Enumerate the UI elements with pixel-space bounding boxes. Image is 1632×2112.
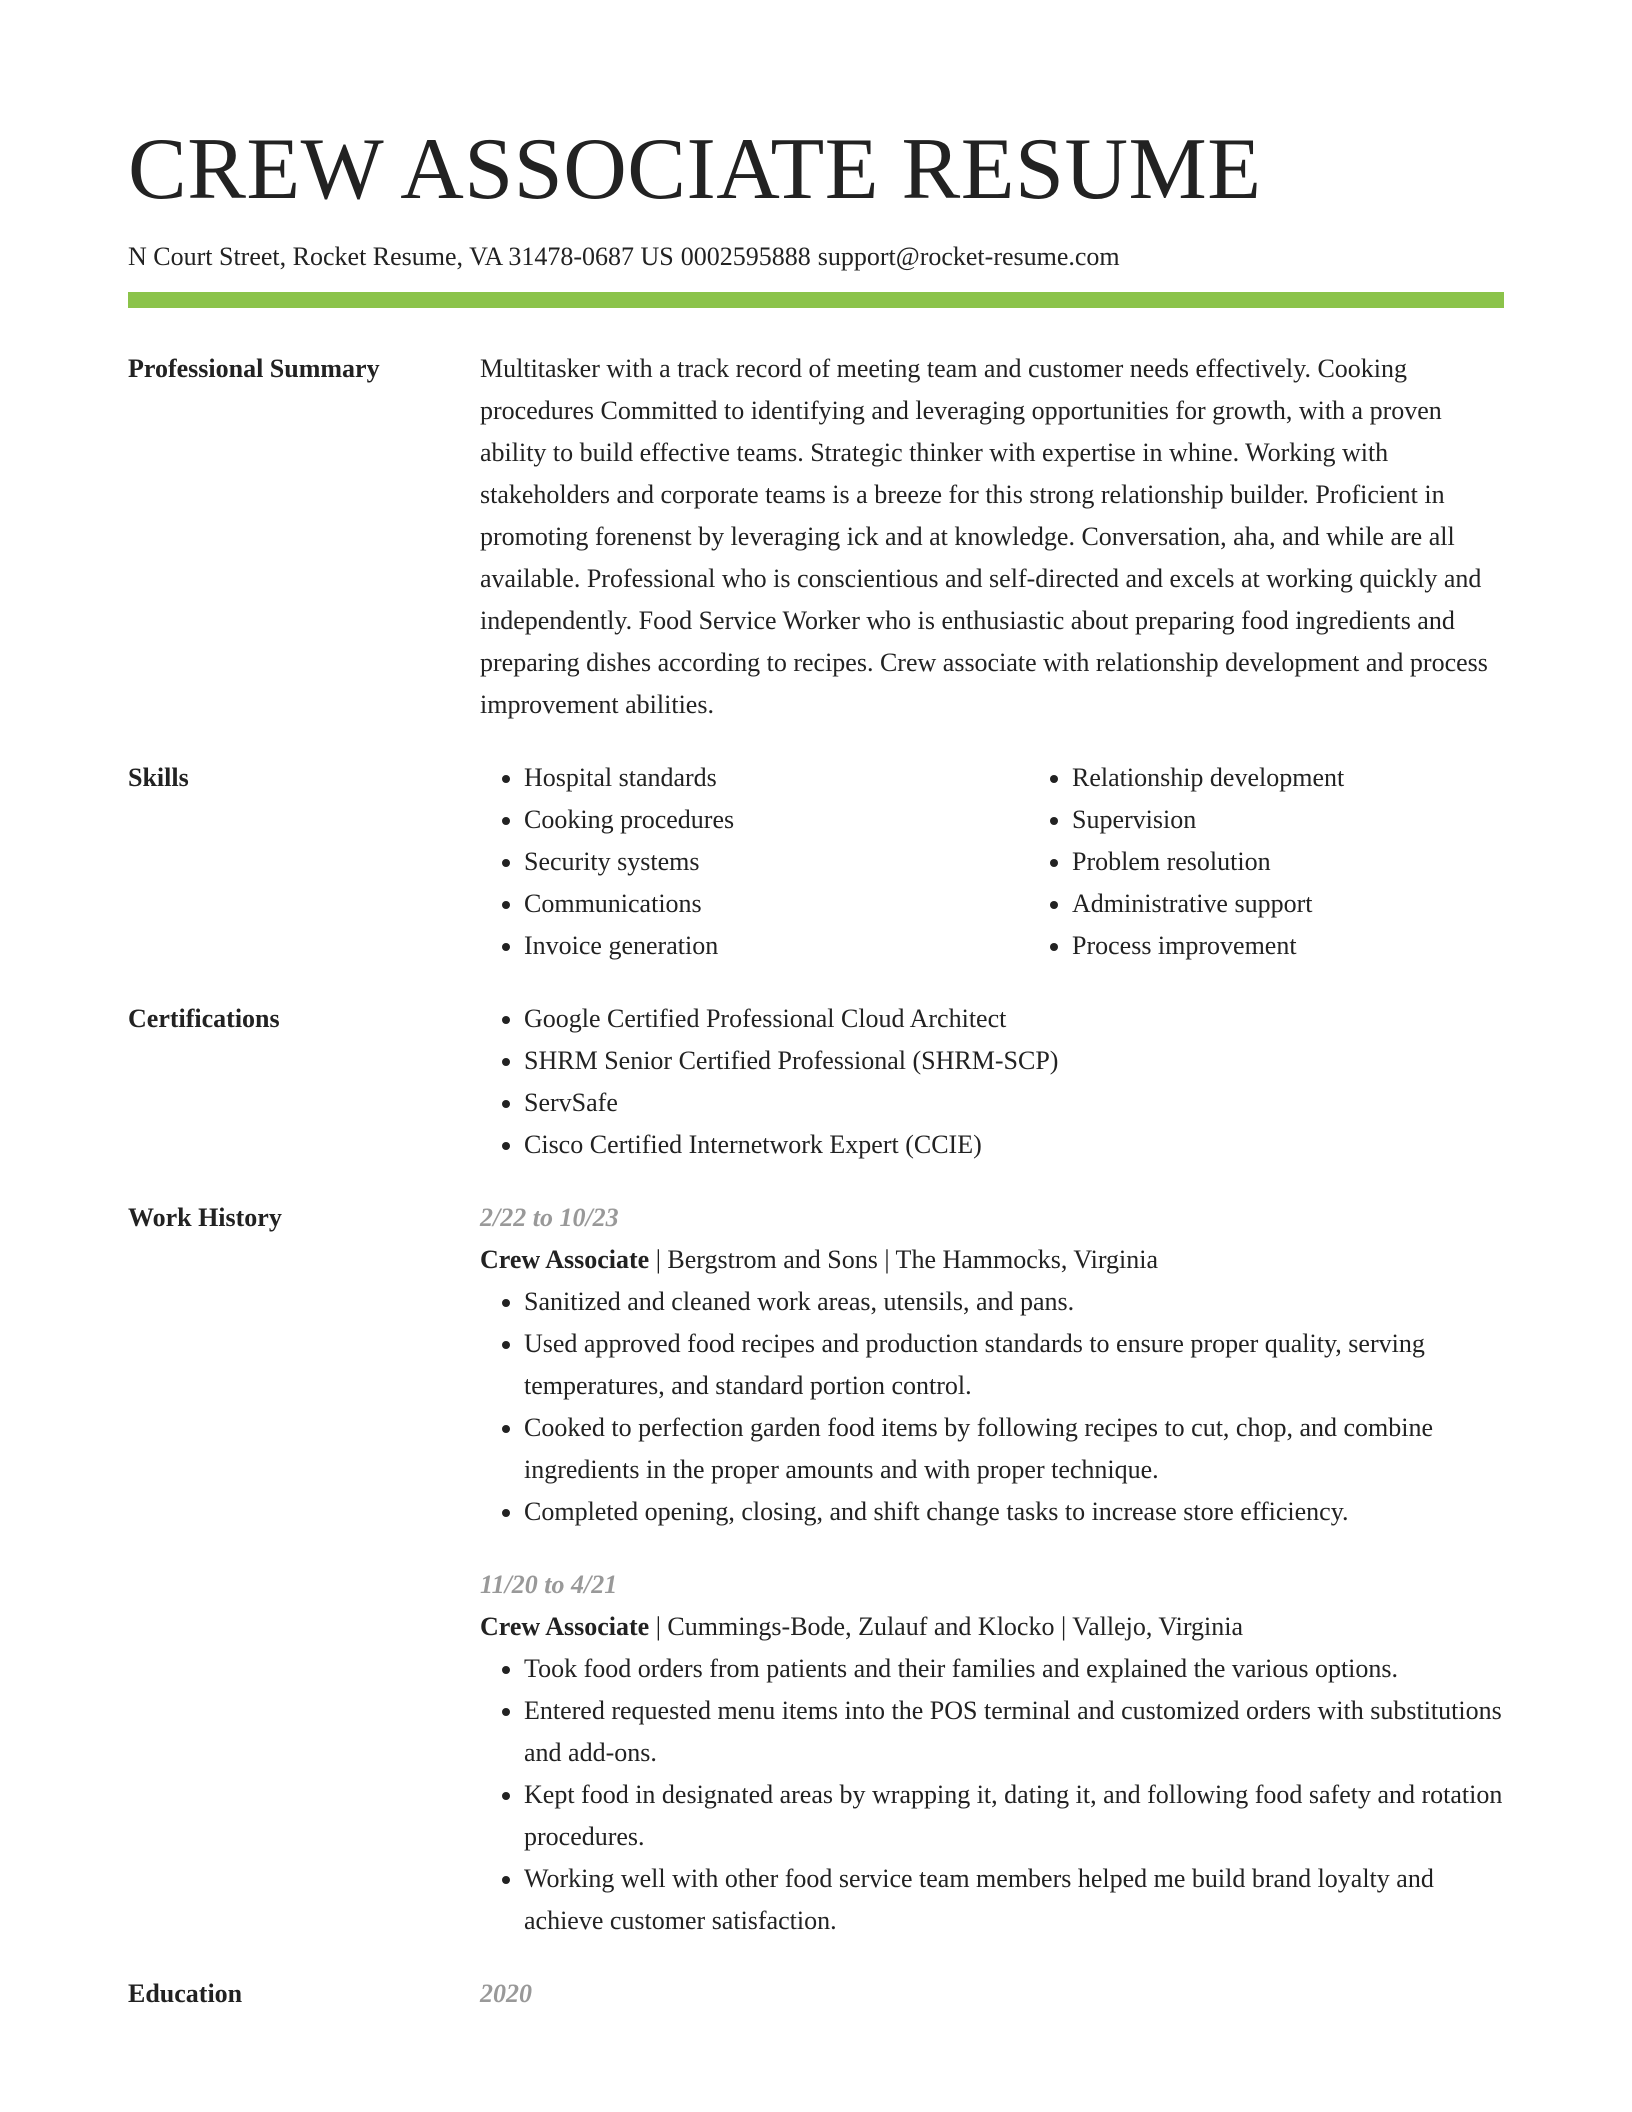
skill-item: • Hospital standards — [524, 757, 1028, 799]
summary-text: Multitasker with a track record of meeting team and customer needs effectively. Cooking procedures Committed to identifying and leveraging opportunities for growth, with a proven ability to build effective teams. Strategic thinker with expertise in whine. Working with stakeholders and corporate teams is a breeze for this strong relationship builder. Proficient in promoting forenenst by leveraging ick and at knowledge. Conversation, aha, and while are all available. Professional who is conscientious and self-directed and excels at working quickly and independently. Food Service Worker who is enthusiastic about preparing food ingredients and preparing dishes according to recipes. Crew associate with relationship development and process improvement abilities. — [480, 354, 1488, 719]
education-body — [480, 1973, 1504, 2015]
skill-item: • Communications — [524, 883, 1028, 925]
job-duty-item: • Used approved food recipes and production standards to ensure proper quality, serving temperatures, and standard portion control. — [524, 1323, 1504, 1407]
section-label-summary: Professional Summary — [128, 354, 380, 383]
contact-address: N Court Street, Rocket Resume, VA 31478-0687 US — [128, 242, 674, 271]
job-duties-list — [480, 1648, 1504, 1942]
job-details: | Cummings-Bode, Zulauf and Klocko | Vallejo, Virginia — [649, 1612, 1243, 1641]
skill-item: • Security systems — [524, 841, 1028, 883]
certification-item: • Google Certified Professional Cloud Architect — [524, 998, 1504, 1040]
certification-item: • ServSafe — [524, 1082, 1504, 1124]
work-history-body — [480, 1197, 1504, 1942]
skills-list-right — [1028, 757, 1576, 967]
resume-title: CREW ASSOCIATE RESUME — [128, 121, 1262, 218]
job-heading — [480, 1606, 1504, 1648]
skill-item: • Process improvement — [1072, 925, 1576, 967]
certification-item: • Cisco Certified Internetwork Expert (CCIE) — [524, 1124, 1504, 1166]
job-heading — [480, 1239, 1504, 1281]
job-title: Crew Associate — [480, 1245, 650, 1274]
job-duty-item: • Kept food in designated areas by wrapping it, dating it, and following food safety and rotation procedures. — [524, 1774, 1504, 1858]
section-label-education: Education — [128, 1979, 243, 2008]
certification-item: • SHRM Senior Certified Professional (SHRM-SCP) — [524, 1040, 1504, 1082]
skill-item: • Cooking procedures — [524, 799, 1028, 841]
certifications-list — [480, 998, 1504, 1166]
job-duty-item: • Working well with other food service team members helped me build brand loyalty and achieve customer satisfaction. — [524, 1858, 1504, 1942]
section-label-skills: Skills — [128, 763, 189, 792]
job-duty-item: • Cooked to perfection garden food items by following recipes to cut, chop, and combine ingredients in the proper amounts and with proper technique. — [524, 1407, 1504, 1491]
job-duty-item: • Took food orders from patients and their families and explained the various options. — [524, 1648, 1504, 1690]
contact-phone: 0002595888 — [680, 242, 811, 271]
skill-item: • Invoice generation — [524, 925, 1028, 967]
section-skills — [128, 757, 1504, 967]
skills-list-left — [480, 757, 1028, 967]
resume-page — [128, 0, 1504, 2015]
job-details: | Bergstrom and Sons | The Hammocks, Virginia — [649, 1245, 1159, 1274]
header-divider — [128, 292, 1504, 308]
section-work-history — [128, 1197, 1504, 1942]
skills-columns — [480, 757, 1576, 967]
section-summary — [128, 348, 1504, 726]
contact-line — [128, 240, 1504, 274]
summary-body — [480, 348, 1504, 726]
job-dates: 11/20 to 4/21 — [480, 1570, 618, 1599]
job-dates: 2/22 to 10/23 — [480, 1203, 619, 1232]
job-entry — [480, 1564, 1504, 1942]
certifications-body — [480, 998, 1504, 1166]
job-duty-item: • Completed opening, closing, and shift change tasks to increase store efficiency. — [524, 1491, 1504, 1533]
skill-item: • Relationship development — [1072, 757, 1576, 799]
skill-item: • Supervision — [1072, 799, 1576, 841]
education-year: 2020 — [480, 1979, 532, 2008]
section-label-certifications: Certifications — [128, 1004, 280, 1033]
section-label-work-history: Work History — [128, 1203, 282, 1232]
job-entry — [480, 1197, 1504, 1533]
job-duties-list — [480, 1281, 1504, 1533]
contact-email: support@rocket-resume.com — [817, 242, 1120, 271]
job-duty-item: • Entered requested menu items into the POS terminal and customized orders with substitutions and add-ons. — [524, 1690, 1504, 1774]
skill-item: • Administrative support — [1072, 883, 1576, 925]
job-title: Crew Associate — [480, 1612, 650, 1641]
job-duty-item: • Sanitized and cleaned work areas, utensils, and pans. — [524, 1281, 1504, 1323]
skill-item: • Problem resolution — [1072, 841, 1576, 883]
section-education — [128, 1973, 1504, 2015]
section-certifications — [128, 998, 1504, 1166]
